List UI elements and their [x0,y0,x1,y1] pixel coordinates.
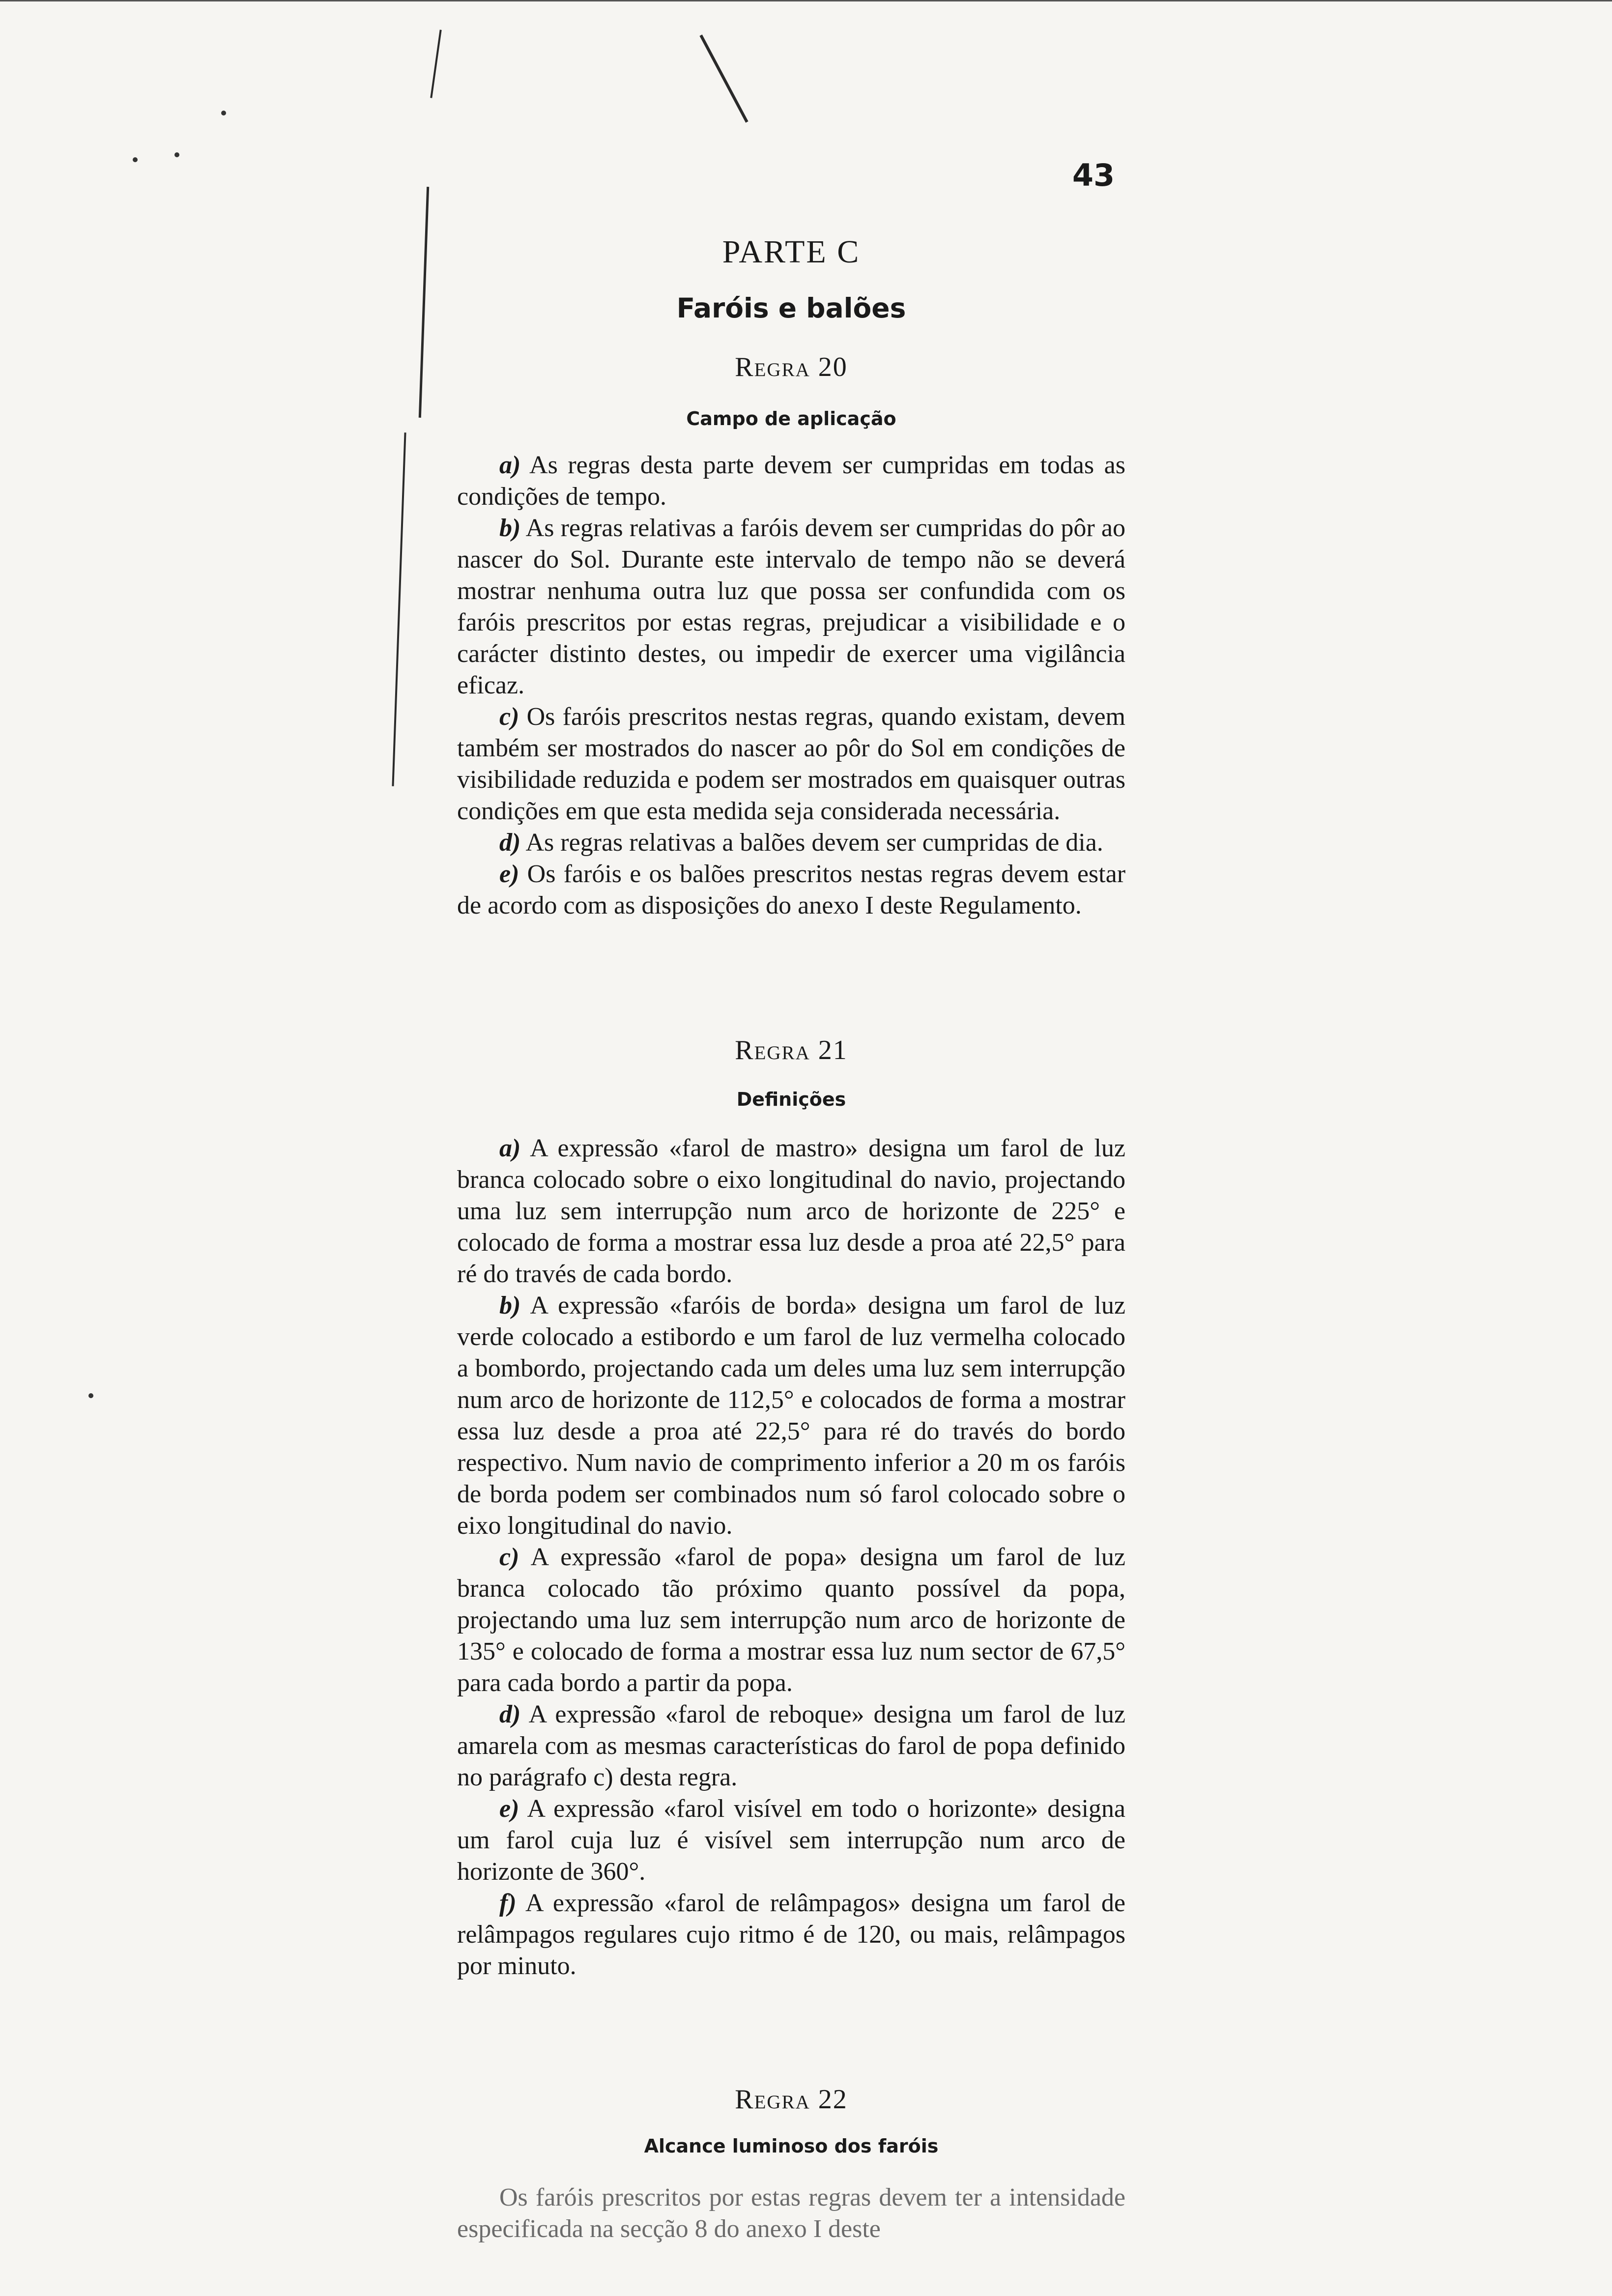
paragraph: b) As regras relativas a faróis devem ser cumpridas do pôr ao nascer do Sol. Durante este intervalo de tempo não se deverá mostrar nenhuma outra luz que possa ser confundida com os faróis prescritos por estas regras, prejudicar a visibilidade e o carácter distinto destes, ou impedir de exercer uma vigilância eficaz. [457,514,1125,699]
paragraph: f) A expressão «farol de relâmpagos» designa um farol de relâmpagos regulares cujo ritmo é de 120, ou mais, relâmpagos por minuto. [457,1889,1125,1980]
paragraph: a) A expressão «farol de mastro» designa um farol de luz branca colocado sobre o eixo longitudinal do navio, projectando uma luz sem interrupção num arco de horizonte de 225° e colocado de forma a mostrar essa luz desde a proa até 22,5° para ré do través de cada bordo. [457,1134,1125,1288]
rule-22-subheading: Alcance luminoso dos faróis [644,2135,939,2157]
rule-20-heading: Regra 20 [735,352,848,382]
rule-22-heading: Regra 22 [735,2084,848,2115]
paragraph: d) A expressão «farol de reboque» designa um farol de luz amarela com as mesmas características do farol de popa definido no parágrafo c) desta regra. [457,1700,1125,1791]
paragraph: b) A expressão «faróis de borda» designa um farol de luz verde colocado a estibordo e um farol de luz vermelha colocado a bombordo, projectando cada um deles uma luz sem interrupção num arco de horizonte de 112,5° e colocados de forma a mostrar essa luz desde a proa até 22,5° para ré do través do bordo respectivo. Num navio de comprimento inferior a 20 m os faróis de borda podem ser combinados num só farol colocado sobre o eixo longitudinal do navio. [457,1292,1125,1540]
rule-20-subheading: Campo de aplicação [686,408,896,430]
page-number: 43 [1072,157,1115,193]
part-subtitle: Faróis e balões [676,292,906,324]
rule-20-body [457,450,1125,921]
scan-dot [88,1393,93,1398]
part-title: PARTE C [722,234,861,270]
scan-dot [174,152,179,157]
scan-dot [133,157,138,162]
paragraph: c) A expressão «farol de popa» designa um farol de luz branca colocado tão próximo quanto possível da popa, projectando uma luz sem interrupção num arco de horizonte de 135° e colocado de forma a mostrar essa luz num sector de 67,5° para cada bordo a partir da popa. [457,1543,1125,1697]
paragraph: d) As regras relativas a balões devem ser cumpridas de dia. [499,829,1103,857]
scan-mark [699,34,748,122]
rule-21-subheading: Definições [736,1089,846,1110]
rule-21-body [457,1133,1125,1982]
rule-21-heading: Regra 21 [735,1035,848,1065]
scan-mark [392,432,406,786]
paragraph: Os faróis prescritos por estas regras devem ter a intensidade especificada na secção 8 do anexo I deste [457,2183,1125,2243]
scan-mark [430,29,441,98]
paragraph: a) As regras desta parte devem ser cumpridas em todas as condições de tempo. [457,451,1125,511]
paragraph: e) A expressão «farol visível em todo o horizonte» designa um farol cuja luz é visível sem interrupção num arco de horizonte de 360°. [457,1795,1125,1886]
paragraph: e) Os faróis e os balões prescritos nestas regras devem estar de acordo com as disposições do anexo I deste Regulamento. [457,860,1126,919]
scan-mark [419,187,429,418]
paragraph: c) Os faróis prescritos nestas regras, quando existam, devem também ser mostrados do nascer ao pôr do Sol em condições de visibilidade reduzida e podem ser mostrados em quaisquer outras condições em que esta medida seja considerada necessária. [457,703,1125,825]
rule-22-body [457,2182,1125,2245]
scan-mark [0,0,1612,1]
scan-dot [221,111,226,115]
